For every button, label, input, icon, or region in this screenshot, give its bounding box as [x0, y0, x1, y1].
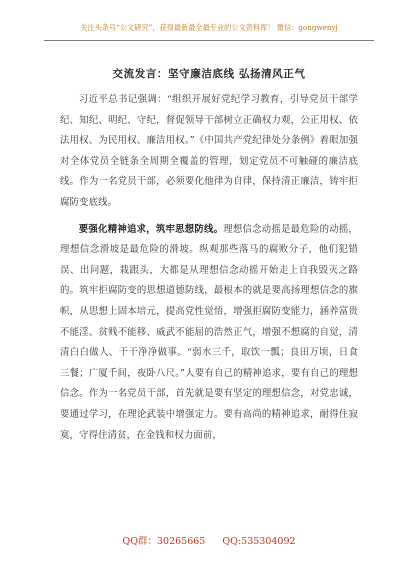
body-paragraph	[60, 220, 358, 447]
header-promo-text: 关注头条号“公文研究”，获得最新最全最专业的公文资料库！ 微信：gongwenyj	[80, 23, 338, 32]
paragraph-body-text: 理想信念动摇是最危险的动摇，理想信念滑坡是最危险的滑坡。纵观那些落马的腐败分子，他们犯错误、出问题，栽跟头，大都是从理想信念动摇开始走上自我毁灭之路的。筑牢拒腐防变的思想道德防线，最根本的就是要高扬理想信念的旗帜，从思想上固本培元，提高党性觉悟，增强拒腐防变能力，涵养富贵不能淫、贫贱不能移、威武不能屈的浩然正气，增强不想腐的自觉，清清白白做人、干干净净做事。“弱水三千，取饮一瓢；良田万顷，日食三餐；广厦千间，夜卧八尺。”人要有自己的精神追求，要有自己的理想信念。作为一名党员干部，首先就是要有坚定的理想信念，对党忠诚，要通过学习，在理论武装中增强定力。要有高尚的精神追求，耐得住寂寞，守得住清贫，在金钱和权力面前，	[60, 223, 358, 441]
paragraph-lead-sentence: 要强化精神追求，筑牢思想防线。	[78, 223, 224, 235]
header-divider	[44, 40, 374, 41]
body-paragraph: 习近平总书记强调：“组织开展好党纪学习教育，引导党员干部学纪、知纪、明纪、守纪，督促领导干部树立正确权力观，公正用权、依法用权、为民用权、廉洁用权。”《中国共产党纪律处分条例》着眼加强对全体党员全链条全周期全覆盖的管理，划定党员不可触碰的廉洁底线。作为一名党员干部，必须要化他律为自律，保持清正廉洁，铸牢拒腐防变底线。	[60, 94, 358, 208]
document-body	[60, 90, 358, 446]
document-title: 交流发言：坚守廉洁底线 弘扬清风正气	[112, 68, 306, 80]
page-footer	[44, 533, 374, 547]
footer-qq-group: QQ群：30265665	[122, 536, 206, 547]
footer-qq: QQ:535304092	[222, 536, 296, 547]
page-header	[44, 22, 374, 42]
